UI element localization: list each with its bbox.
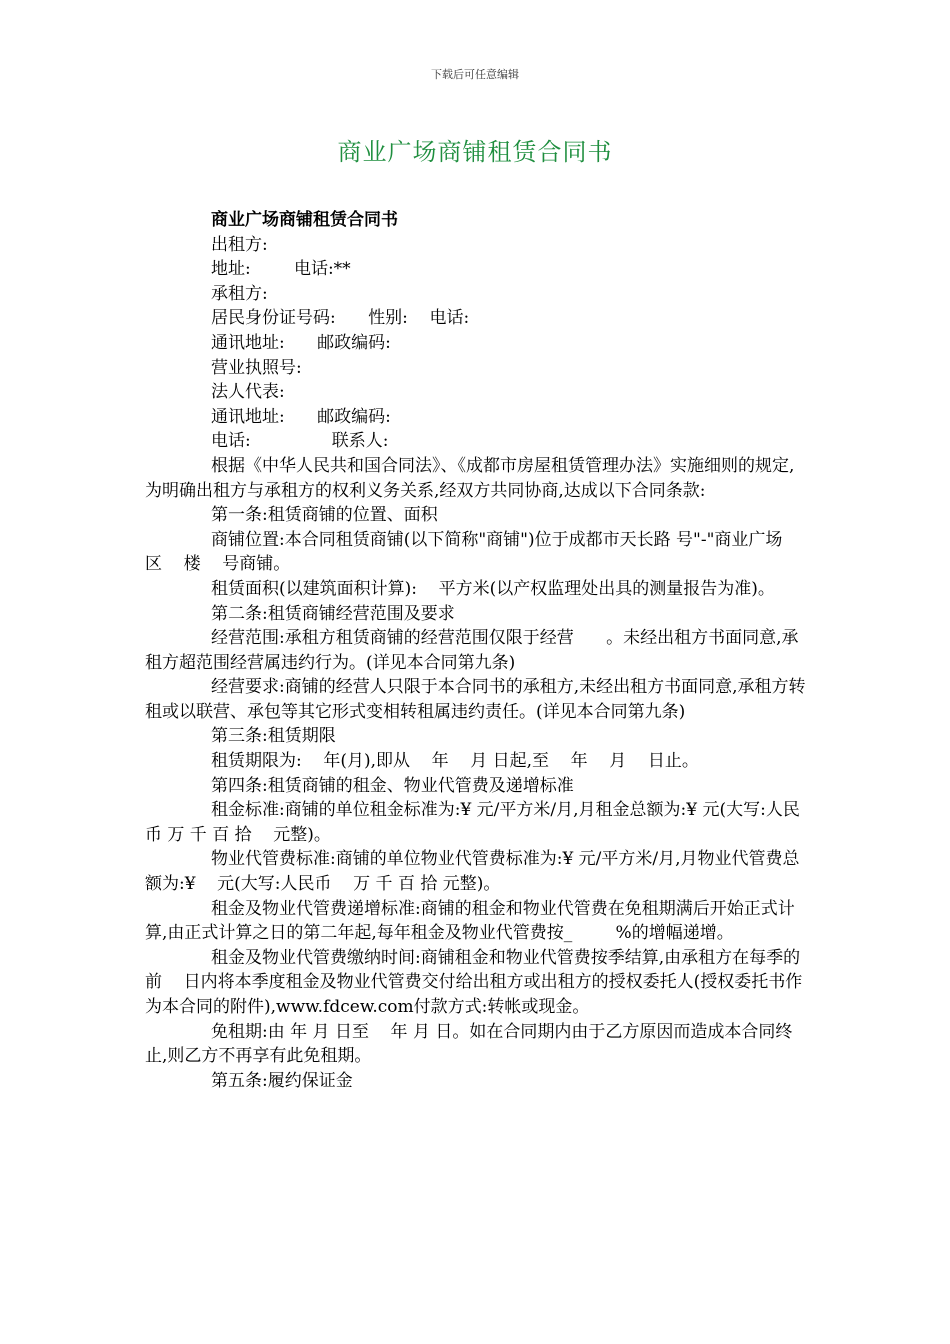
article-2-heading: 第二条:租赁商铺经营范围及要求 bbox=[211, 603, 455, 624]
rent-free-period-paragraph: 免租期:由 年 月 日至 年 月 日。如在合同期内由于乙方原因而造成本合同终止,则乙方不再享有此免租期。 bbox=[145, 1021, 793, 1067]
lessor-address-phone: 地址: 电话:** bbox=[211, 259, 351, 280]
header-note: 下载后可任意编辑 bbox=[431, 68, 519, 81]
article-4-heading: 第四条:租赁商铺的租金、物业代管费及递增标准 bbox=[211, 775, 574, 796]
article-3-heading: 第三条:租赁期限 bbox=[211, 726, 336, 747]
increase-standard-paragraph: 租金及物业代管费递增标准:商铺的租金和物业代管费在免租期满后开始正式计算,由正式计算之日的第二年起,每年租金及物业代管费按_ %的增幅递增。 bbox=[145, 898, 795, 944]
lessor-line: 出租方: bbox=[211, 234, 268, 255]
business-license-line: 营业执照号: bbox=[211, 357, 302, 378]
shop-location-paragraph: 商铺位置:本合同租赁商铺(以下简称"商铺")位于成都市天长路 号"-"商业广场 区 楼 号商铺。 bbox=[145, 529, 805, 575]
preamble-paragraph: 根据《中华人民共和国合同法》、《成都市房屋租赁管理办法》实施细则的规定,为明确出租方与承租方的权利义务关系,经双方共同协商,达成以下合同条款: bbox=[145, 455, 795, 501]
property-fee-paragraph: 物业代管费标准:商铺的单位物业代管费标准为:¥ 元/平方米/月,月物业代管费总额为:¥ 元(大写:人民币 万 千 百 拾 元整)。 bbox=[145, 849, 800, 895]
contract-subtitle: 商业广场商铺租赁合同书 bbox=[211, 210, 398, 230]
rental-area-paragraph: 租赁面积(以建筑面积计算): 平方米(以产权监理处出具的测量报告为准)。 bbox=[211, 578, 775, 599]
lessee-id-gender-phone: 居民身份证号码: 性别: 电话: bbox=[211, 308, 470, 329]
lessee-line: 承租方: bbox=[211, 283, 268, 304]
payment-time-paragraph: 租金及物业代管费缴纳时间:商铺租金和物业代管费按季结算,由承租方在每季的前 日内将本季度租金及物业代管费交付给出租方或出租方的授权委托人(授权委托书作为本合同的附件),www.fdcew.com付款方式:转帐或现金。 bbox=[145, 947, 803, 1017]
phone-contact-line: 电话: 联系人: bbox=[211, 431, 389, 452]
document-title: 商业广场商铺租赁合同书 bbox=[337, 138, 613, 166]
article-1-heading: 第一条:租赁商铺的位置、面积 bbox=[211, 505, 438, 526]
business-scope-paragraph: 经营范围:承租方租赁商铺的经营范围仅限于经营 。未经出租方书面同意,承租方超范围经营属违约行为。(详见本合同第九条) bbox=[145, 628, 799, 673]
contract-body bbox=[145, 208, 810, 1093]
lessee-address-postcode: 通讯地址: 邮政编码: bbox=[211, 332, 391, 353]
legal-representative-line: 法人代表: bbox=[211, 382, 285, 403]
lease-term-paragraph: 租赁期限为: 年(月),即从 年 月 日起,至 年 月 日止。 bbox=[211, 751, 699, 772]
article-5-heading: 第五条:履约保证金 bbox=[211, 1070, 353, 1091]
business-requirement-paragraph: 经营要求:商铺的经营人只限于本合同书的承租方,未经出租方书面同意,承租方转租或以联营、承包等其它形式变相转租属违约责任。(详见本合同第九条) bbox=[145, 677, 806, 722]
rent-standard-paragraph: 租金标准:商铺的单位租金标准为:¥ 元/平方米/月,月租金总额为:¥ 元(大写:人民币 万 千 百 拾 元整)。 bbox=[145, 800, 800, 845]
representative-address-postcode: 通讯地址: 邮政编码: bbox=[211, 406, 391, 427]
